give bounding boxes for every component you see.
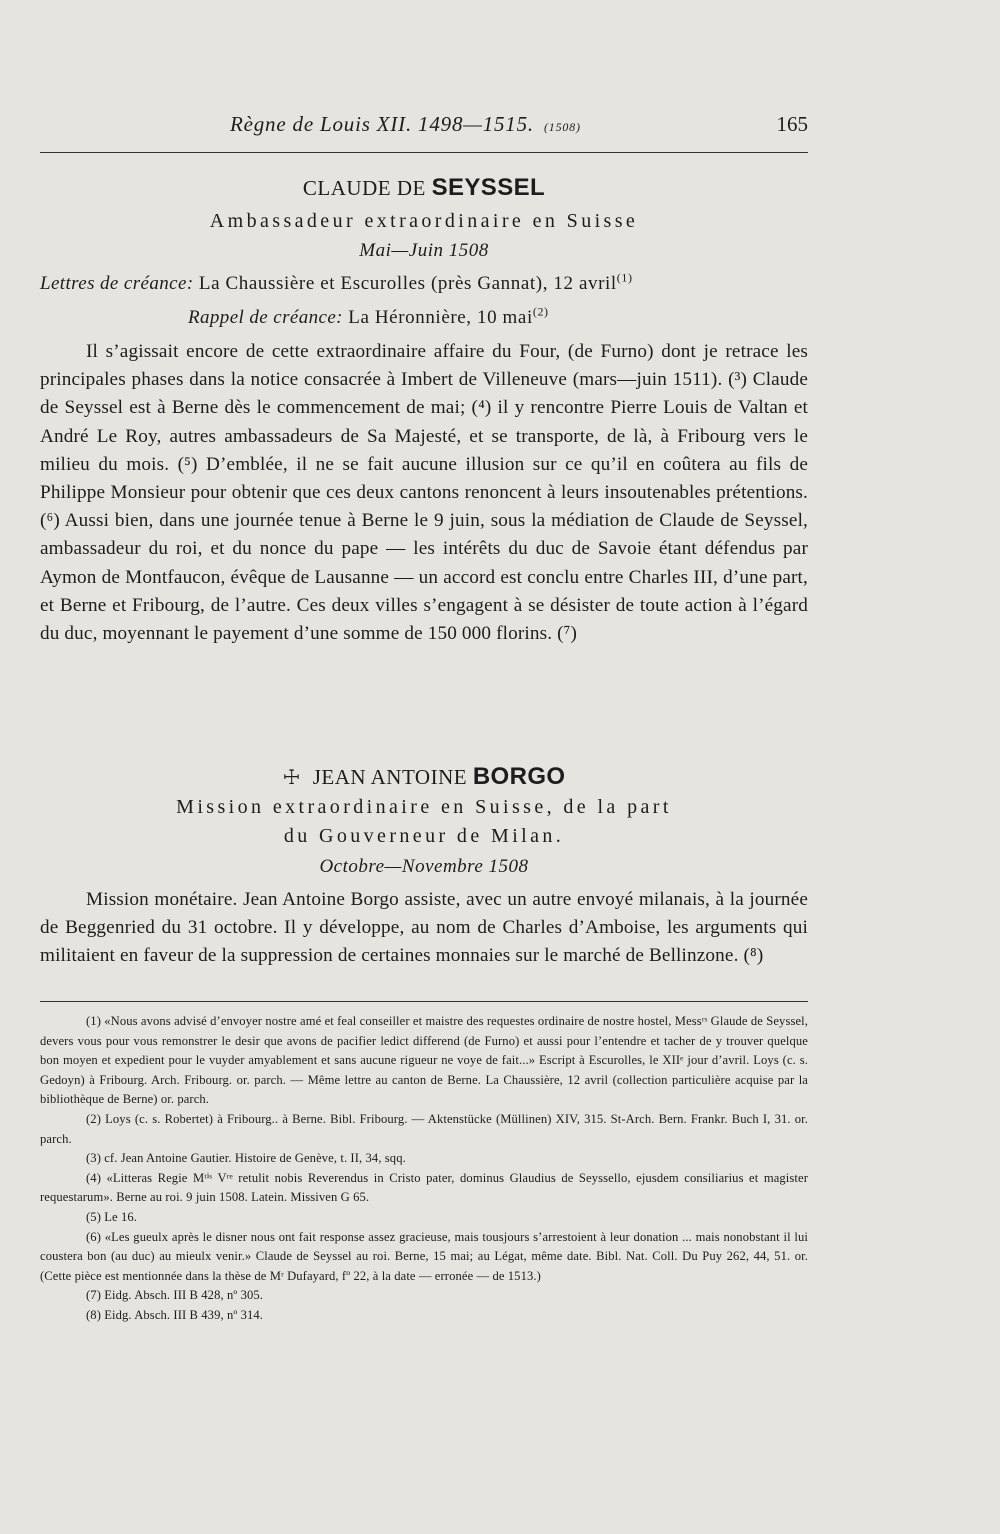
recall-note: (2) (532, 304, 549, 319)
entry2-paragraph: Mission monétaire. Jean Antoine Borgo assiste, avec un autre envoyé milanais, à la journée de Beggenried du 31 octobre. Il y développe, au nom de Charles d’Amboise, les arguments qui militaient en faveur de la suppression de certaines monnaies sur le marché de Bellinzone. (⁸) (40, 889, 808, 967)
running-title (230, 112, 581, 137)
entry2-dates: Octobre—Novembre 1508 (319, 856, 529, 877)
footnotes (40, 1012, 808, 1326)
footnote-7: (7) Eidg. Absch. III B 428, nº 305. (86, 1288, 264, 1303)
footnote-2: (2) Loys (c. s. Robertet) à Fribourg.. à Berne. Bibl. Fribourg. — Aktenstücke (Müllinen) XIV, 315. St-Arch. Bern. Frankr. Buch I, 31. or. parch. (40, 1111, 808, 1146)
entry2-body (40, 886, 808, 971)
header-rule (40, 152, 808, 153)
footnote-4: (4) «Litteras Regie Mᵗⁱˢ Vʳᵉ retulit nobis Reverendus in Cristo pater, dominus Glaudius de Seyssello, ejusdem consiliarius et magister requestarum». Berne au roi. 9 juin 1508. Latein. Missiven G 65. (40, 1170, 808, 1205)
footnote-rule (40, 1001, 808, 1002)
footnote-1: (1) «Nous avons advisé d’envoyer nostre amé et feal conseiller et maistre des requestes ordinaire de nostre hostel, Messʳˢ Glaude de Seyssel, devers vous pour vous remonstrer le desir que avons de pacifier ledict differend (de Furno) et aussi pour l’entendre et tacher de y trouver quelque bon moyen et expedient pour le vuyder amyablement et sans aucune rigueur ne voye de fait...» Escript à Escurolles, le XIIᵉ jour d’avril. Loys (c. s. Gedoyn) à Fribourg. Arch. Fribourg. or. parch. — Même lettre au canton de Berne. La Chaussière, 12 avril (collection particulière acquise par la bibliothèque de Berne) or. parch. (40, 1014, 808, 1107)
running-year: (1508) (543, 120, 581, 134)
credentials-line (40, 270, 633, 295)
recall-text: La Héronnière, 10 mai (348, 307, 533, 328)
cross-icon: ☩ (282, 765, 301, 789)
recall-label: Rappel de créance: (188, 307, 343, 328)
entry-name-last: SEYSSEL (431, 174, 546, 201)
entry2-role-line2: du Gouverneur de Milan. (283, 825, 565, 847)
footnote-5: (5) Le 16. (86, 1209, 138, 1224)
entry-heading-borgo (40, 763, 808, 791)
entry2-role-line1: Mission extraordinaire en Suisse, de la part (176, 796, 672, 818)
footnote-3: (3) cf. Jean Antoine Gautier. Histoire de Genève, t. II, 34, sqq. (86, 1151, 406, 1166)
credentials-label: Lettres de créance: (40, 273, 194, 294)
entry1-paragraph: Il s’agissait encore de cette extraordinaire affaire du Four, (de Furno) dont je retrace les principales phases dans la notice consacrée à Imbert de Villeneuve (mars—juin 1511). (³) Claude de Seyssel est à Berne dès le commencement de mai; (⁴) il y rencontre Pierre Louis de Valtan et André Le Roy, autres ambassadeurs de Sa Majesté, et se transporte, de là, à Fribourg vers le milieu du mois. (⁵) D’emblée, il ne se fait aucune illusion sur ce qu’il en coûtera au fils de Philippe Monsieur pour obtenir que ces deux cantons renoncent à leurs insoutenables prétentions. (⁶) Aussi bien, dans une journée tenue à Berne le 9 juin, sous la médiation de Claude de Seyssel, ambassadeur du roi, et du nonce du pape — les intérêts du duc de Savoie étant défendus par Aymon de Montfaucon, évêque de Lausanne — un accord est conclu entre Charles III, d’une part, et Berne et Fribourg, de l’autre. Ces deux villes s’engagent à se désister de toute action à l’égard du duc, moyennant le payement d’une somme de 150 000 florins. (⁷) (40, 341, 808, 645)
recall-line (188, 304, 549, 329)
footnote-8: (8) Eidg. Absch. III B 439, nº 314. (86, 1307, 264, 1322)
entry-name-first: CLAUDE DE (302, 176, 426, 200)
entry2-name-first: JEAN ANTOINE (312, 765, 468, 789)
entry-dates: Mai—Juin 1508 (359, 240, 489, 261)
entry1-body (40, 338, 808, 648)
page-number: 165 (776, 112, 808, 136)
credentials-text: La Chaussière et Escurolles (près Gannat), 12 avril (198, 273, 617, 294)
entry-role: Ambassadeur extraordinaire en Suisse (209, 210, 639, 232)
footnote-6: (6) «Les gueulx après le disner nous ont fait response assez gracieuse, mais tousjours s’arrestoient à leur donation ... mais nonobstant il lui coustera bon (au duc) au mieulx venir.» Claude de Seyssel au roi. Berne, 15 mai; au Légat, même date. Bibl. Nat. Coll. Du Puy 262, 44, 51. or. (Cette pièce est mentionnée dans la thèse de Mʳ Dufayard, fº 22, à la date — erronée — de 1513.) (40, 1229, 808, 1283)
credentials-note: (1) (616, 270, 633, 285)
running-title-text: Règne de Louis XII. 1498—1515. (230, 112, 534, 136)
entry-heading-seyssel (40, 174, 808, 202)
running-head (40, 112, 808, 146)
entry2-name-last: BORGO (472, 763, 566, 790)
